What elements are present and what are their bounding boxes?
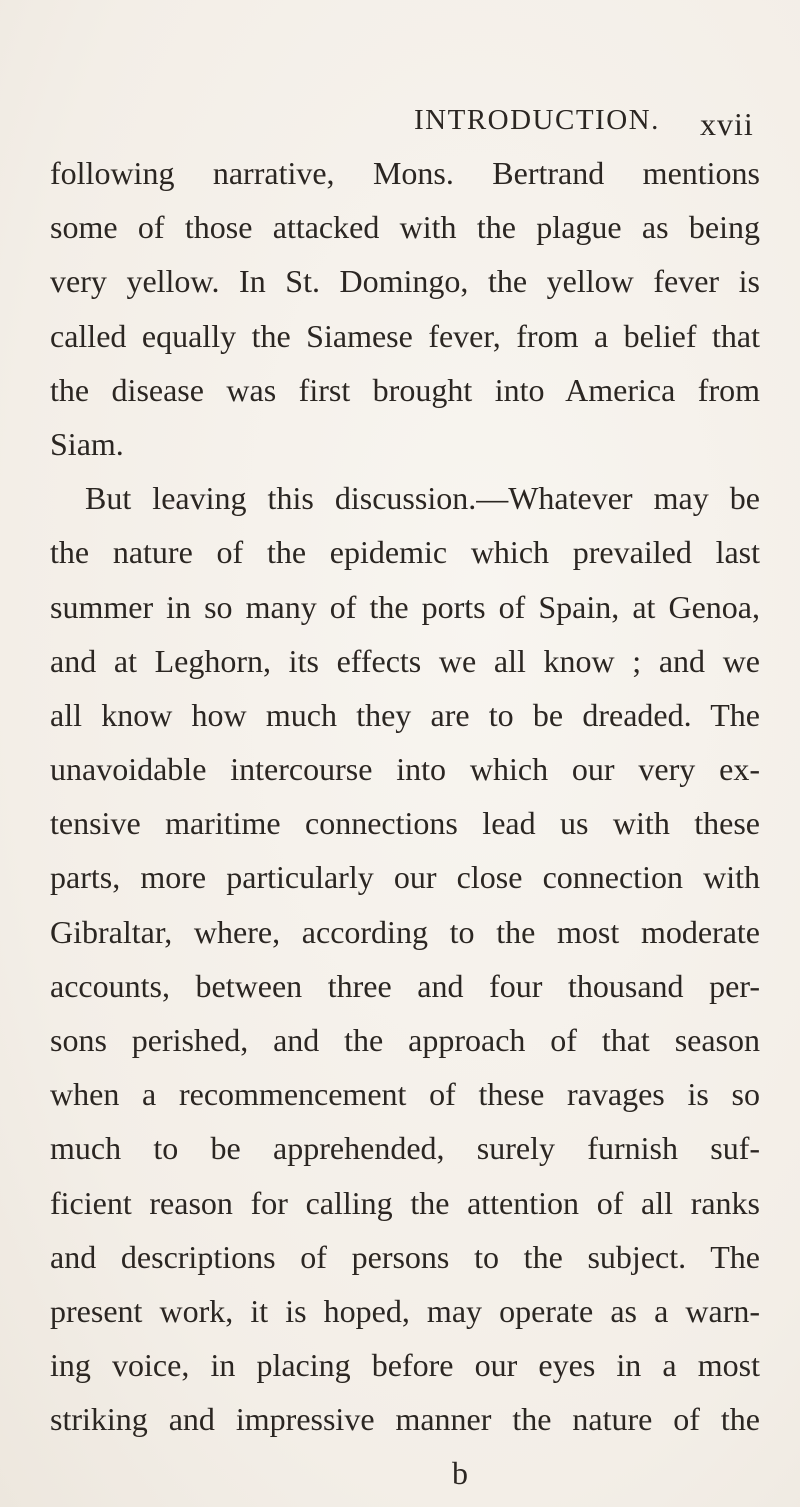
- signature-mark: b: [452, 1455, 468, 1491]
- text-line: very yellow. In St. Domingo, the yellow fever is: [50, 263, 760, 300]
- text-line: unavoidable intercourse into which our very ex-: [50, 751, 760, 788]
- text-line: ficient reason for calling the attention of all ranks: [50, 1184, 760, 1221]
- page-number: xvii: [700, 106, 754, 142]
- text-line: Siam.: [50, 425, 124, 462]
- text-line: much to be apprehended, surely furnish suf-: [50, 1130, 760, 1167]
- running-head: [0, 100, 800, 140]
- text-line: when a recommencement of these ravages is so: [50, 1076, 760, 1113]
- text-line: summer in so many of the ports of Spain, at Genoa,: [50, 588, 760, 625]
- text-line: present work, it is hoped, may operate as a warn-: [50, 1292, 760, 1329]
- text-line: accounts, between three and four thousand per-: [50, 967, 760, 1004]
- text-line: called equally the Siamese fever, from a belief that: [50, 317, 760, 354]
- text-line: following narrative, Mons. Bertrand mentions: [50, 155, 760, 191]
- text-line: and at Leghorn, its effects we all know ; and we: [50, 642, 760, 679]
- text-line: striking and impressive manner the nature of the: [50, 1401, 760, 1438]
- text-line: the disease was first brought into America from: [50, 371, 760, 408]
- text-line: tensive maritime connections lead us with these: [50, 805, 760, 842]
- text-line: the nature of the epidemic which prevailed last: [50, 534, 760, 571]
- text-line: But leaving this discussion.—Whatever may be: [85, 480, 760, 517]
- text-line: parts, more particularly our close connection with: [50, 859, 760, 896]
- text-line: and descriptions of persons to the subject. The: [50, 1238, 760, 1275]
- text-line: sons perished, and the approach of that season: [50, 1022, 760, 1058]
- running-title: INTRODUCTION.: [414, 104, 660, 136]
- text-line: some of those attacked with the plague as being: [50, 209, 760, 246]
- text-line: ing voice, in placing before our eyes in a most: [50, 1347, 760, 1384]
- text-line: all know how much they are to be dreaded. The: [50, 696, 760, 733]
- text-line: Gibraltar, where, according to the most moderate: [50, 913, 760, 950]
- body-text: [50, 146, 760, 1447]
